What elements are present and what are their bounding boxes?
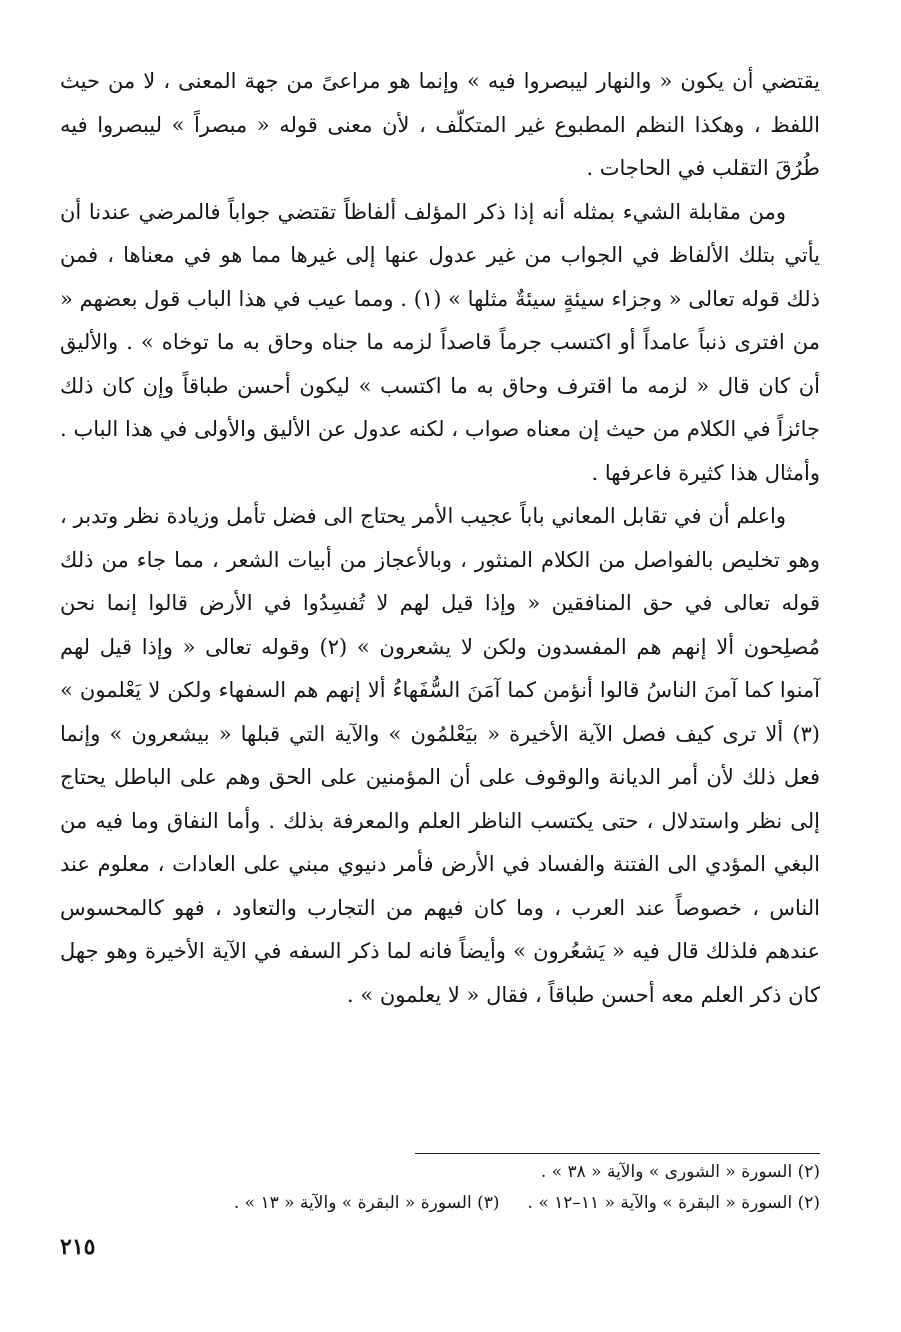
footnote-3: (٣) السورة « البقرة » والآية « ١٣ » . <box>233 1193 500 1213</box>
footnotes <box>60 1157 820 1219</box>
paragraph-1: يقتضي أن يكون « والنهار ليبصروا فيه » وإنما هو مراعىً من جهة المعنى ، لا من حيث اللفظ ، وهكذا النظم المطبوع غير المتكلّف ، لأن معنى قوله « مبصراً » ليبصروا فيه طُرُقَ التقلب في الحاجات . <box>60 69 820 180</box>
footnote-separator <box>415 1153 820 1154</box>
footnote-line-1 <box>60 1157 820 1188</box>
footnote-line-2 <box>60 1188 820 1219</box>
page-number: ٢١٥ <box>60 1234 96 1260</box>
footnote-2: (٢) السورة « البقرة » والآية « ١١–١٢ » . <box>527 1193 820 1213</box>
paragraph-3: واعلم أن في تقابل المعاني باباً عجيب الأمر يحتاج الى فضل تأمل وزيادة نظر وتدبر ، وهو تخليص بالفواصل من الكلام المنثور ، وبالأعجاز من أبيات الشعر ، مما جاء من ذلك قوله تعالى في حق المنافقين « وإذا قيل لهم لا تُفسِدُوا في الأرض قالوا إنما نحن مُصلِحون ألا إنهم هم المفسدون ولكن لا يشعرون » (٢) وقوله تعالى « وإذا قيل لهم آمنوا كما آمنَ الناسُ قالوا أنؤمن كما آمَنَ السُّفَهاءُ ألا إنهم هم السفهاء ولكن لا يَعْلمون » (٣) ألا ترى كيف فصل الآية الأخيرة « بيَعْلمُون » والآية التي قبلها « بيشعرون » وإنما فعل ذلك لأن أمر الديانة والوقوف على أن المؤمنين على الحق وهم على الباطل يحتاج إلى نظر واستدلال ، حتى يكتسب الناظر العلم والمعرفة بذلك . وأما النفاق وما فيه من البغي المؤدي الى الفتنة والفساد في الأرض فأمر دنيوي مبني على العادات ، معلوم عند الناس ، خصوصاً عند العرب ، وما كان فيهم من التجارب والتعاود ، فهو كالمحسوس عندهم فلذلك قال فيه « يَشعُرون » وأيضاً فانه لما ذكر السفه في الآية الأخيرة وهو جهل كان ذكر العلم معه أحسن طباقاً ، فقال « لا يعلمون » . <box>60 504 820 1007</box>
main-text <box>60 60 820 1017</box>
footnote-1: (٢) السورة « الشورى » والآية « ٣٨ » . <box>540 1162 820 1182</box>
paragraph-2: ومن مقابلة الشيء بمثله أنه إذا ذكر المؤلف ألفاظاً تقتضي جواباً فالمرضي عندنا أن يأتي بتلك الألفاظ في الجواب من غير عدول عنها إلى غيرها مما هو في معناها ، فمن ذلك قوله تعالى « وجزاء سيئةٍ سيئةٌ مثلها » (١) . ومما عيب في هذا الباب قول بعضهم « من افترى ذنباً عامداً أو اكتسب جرماً قاصداً لزمه ما جناه وحاق به ما توخاه » . والأليق أن كان قال « لزمه ما اقترف وحاق به ما اكتسب » ليكون أحسن طباقاً وإن كان ذلك جائزاً في الكلام من حيث إن معناه صواب ، لكنه عدول عن الأليق والأولى في هذا الباب . وأمثال هذا كثيرة فاعرفها . <box>60 199 821 485</box>
